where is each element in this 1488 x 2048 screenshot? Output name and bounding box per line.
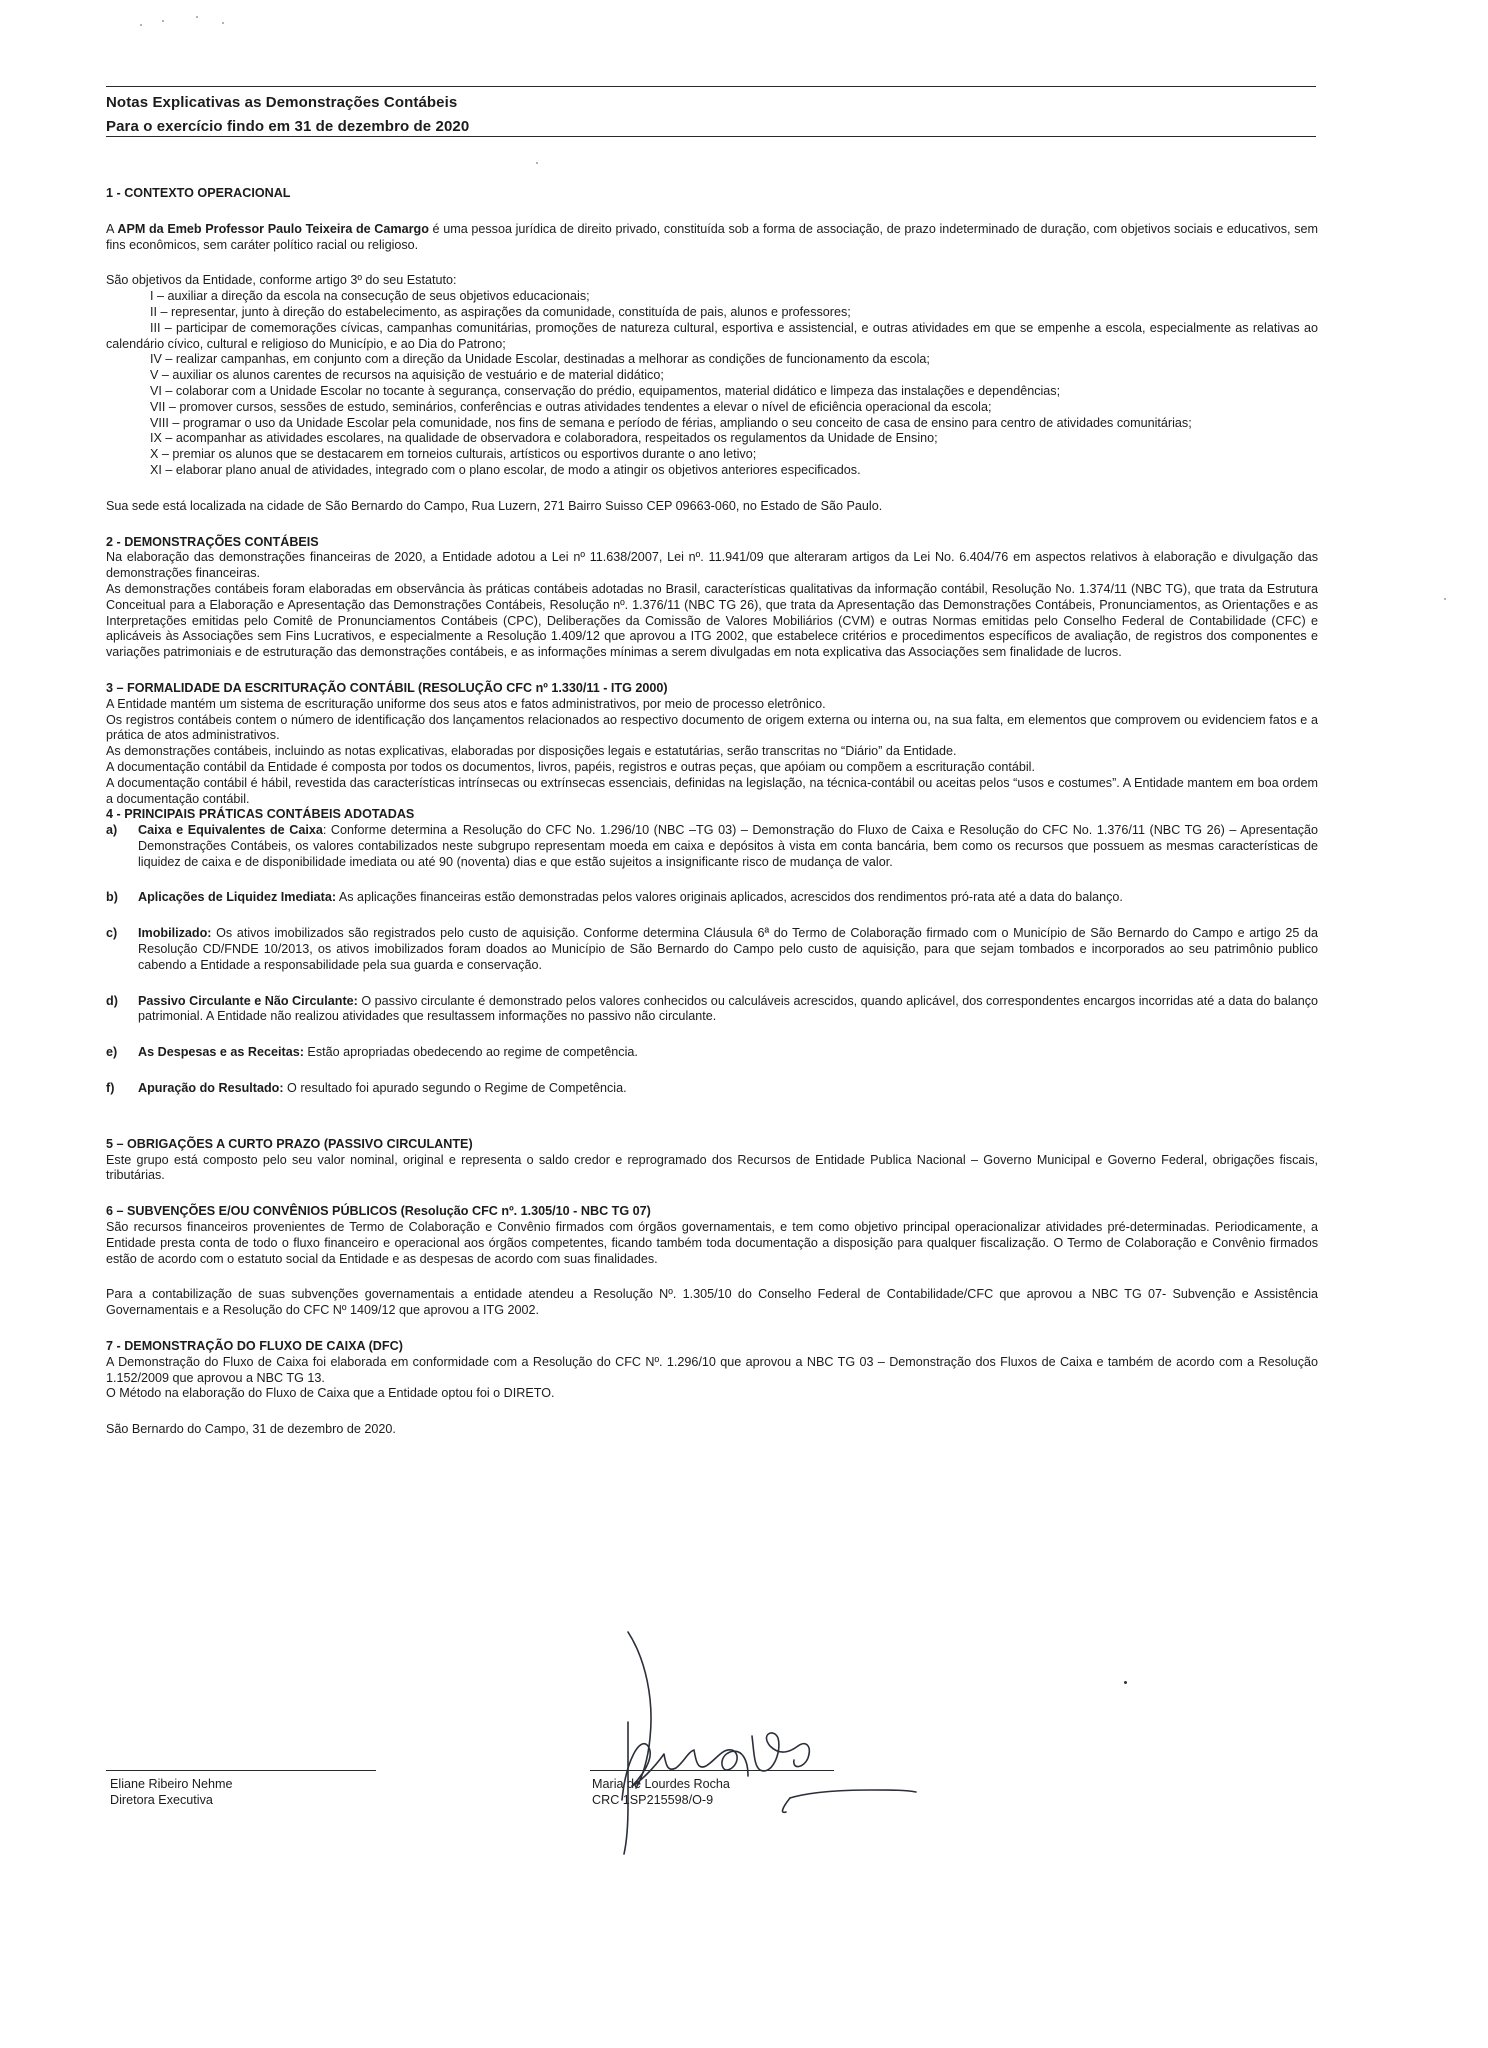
p1-text-a: A — [106, 221, 118, 236]
objective-item: I – auxiliar a direção da escola na consecução de seus objetivos educacionais; — [150, 289, 590, 304]
document-title: Notas Explicativas as Demonstrações Contábeis — [106, 94, 458, 111]
header-top-rule — [106, 86, 1316, 87]
document-subtitle: Para o exercício findo em 31 de dezembro de 2020 — [106, 118, 470, 135]
practice-item-a — [106, 823, 1318, 870]
practice-item-b — [106, 890, 1318, 906]
signature-block — [0, 1770, 1488, 1890]
section-6-paragraph-2: Para a contabilização de suas subvenções governamentais a entidade atendeu a Resolução Nº. 1.305/10 do Conselho Federal de Contabilidade/CFC que aprovou a NBC TG 07- Subvenção e Assistência Governamentais e a Resolução do CFC Nº 1409/12 que aprovou a ITG 2002. — [106, 1287, 1318, 1318]
section-2-paragraph-1: Na elaboração das demonstrações financeiras de 2020, a Entidade adotou a Lei nº 11.638/2007, Lei nº. 11.941/09 que alteraram artigos da Lei No. 6.404/76 em aspectos relativos à elaboração e divulgação das demonstrações financeiras. — [106, 550, 1318, 581]
section-3-paragraph-4: A documentação contábil da Entidade é composta por todos os documentos, livros, papéis, registros e outras peças, que apóiam ou compõem a escrituração contábil. — [106, 759, 1035, 774]
practice-item-d — [106, 994, 1318, 1026]
item-label: Aplicações de Liquidez Imediata: — [138, 890, 337, 905]
section-7-paragraph-1: A Demonstração do Fluxo de Caixa foi elaborada em conformidade com a Resolução do CFC Nº. 1.296/10 que aprovou a NBC TG 03 – Demonstração dos Fluxos de Caixa e também de acordo com a Resolução 1.152/2009 que aprovou a NBC TG 13. — [106, 1354, 1318, 1385]
objective-item: XI – elaborar plano anual de atividades, integrado com o plano escolar, de modo a atingir os objetivos anteriores especificados. — [150, 462, 861, 477]
place-and-date: São Bernardo do Campo, 31 de dezembro de 2020. — [106, 1422, 396, 1437]
section-3-paragraph-1: A Entidade mantém um sistema de escrituração uniforme dos seus atos e fatos administrativos, por meio de processo eletrônico. — [106, 696, 826, 711]
item-text: : Conforme determina a Resolução do CFC No. 1.296/10 (NBC –TG 03) – Demonstração do Fluxo de Caixa e Resolução do CFC No. 1.376/11 (NBC TG 26) – Apresentação Demonstrações Contábeis, os valores contabilizados neste subgrupo representam moeda em caixa e depósitos à vista em conta bancária, bem como os recursos que possuem as mesmas características de liquidez de caixa e de disponibilidade imediata ou até 90 (noventa) dias e que estão sujeitos a insignificante risco de mudança de valor. — [138, 823, 1319, 869]
item-label: Apuração do Resultado: — [138, 1081, 284, 1096]
section-7-paragraph-2: O Método na elaboração do Fluxo de Caixa que a Entidade optou foi o DIRETO. — [106, 1386, 555, 1401]
objectives-list — [106, 289, 1318, 479]
item-label: Caixa e Equivalentes de Caixa — [138, 823, 323, 838]
signer-left-name: Eliane Ribeiro Nehme — [110, 1777, 233, 1791]
item-letter: a) — [106, 823, 118, 838]
section-3-paragraph-2: Os registros contábeis contem o número de identificação dos lançamentos relacionados ao respectivo documento de origem externa ou interna ou, na sua falta, em elementos que comprovem ou evidenciem fatos e a prática de atos administrativos. — [106, 712, 1318, 743]
objective-item: VIII – programar o uso da Unidade Escolar pela comunidade, nos fins de semana e período de férias, ampliando o seu conceito de casa de ensino para centro de atividades comunitárias; — [150, 415, 1192, 430]
item-text: O passivo circulante é demonstrado pelos valores conhecidos ou calculáveis acrescidos, quando aplicável, dos correspondentes encargos incorridas até a data do balanço patrimonial. A Entidade não realizou atividades que resultassem informações no passivo não circulante. — [138, 993, 1319, 1024]
signer-left — [110, 1776, 233, 1808]
item-text: Os ativos imobilizados são registrados pelo custo de aquisição. Conforme determina Cláusula 6ª do Termo de Colaboração firmado com o Município de São Bernardo do Campo e artigo 25 da Resolução CD/FNDE 10/2013, os ativos imobilizados foram doados ao Município de São Bernardo do Campo pelo custo de aquisição, para que sejam tombados e incorporados ao seu patrimônio publico cabendo a Entidade a responsabilidade pela sua guarda e conservação. — [138, 926, 1318, 972]
objectives-intro: São objetivos da Entidade, conforme artigo 3º do seu Estatuto: — [106, 273, 457, 288]
section-2-paragraph-2: As demonstrações contábeis foram elaboradas em observância às práticas contábeis adotadas no Brasil, características qualitativas da informação contábil, Resolução No. 1.374/11 (NBC TG), que trata da Estrutura Conceitual para a Elaboração e Apresentação das Demonstrações Contábeis, Resolução nº. 1.376/11 (NBC TG 26), que trata da Apresentação das Demonstrações Contábeis, Pronunciamentos, as Orientações e as Interpretações emitidas pelo Comitê de Pronunciamentos Contábeis (CPC), Deliberações da Comissão de Valores Mobiliários (CVM) e outras Normas emitidas pelo Conselho Federal de Contabilidade (CFC) e aplicáveis às Associações sem Fins Lucrativos, e especialmente a Resolução 1.409/12 que aprovou a ITG 2002, que estabelece critérios e procedimentos específicos de avaliação, de registros dos componentes e variações patrimoniais e de estruturação das demonstrações contábeis, e as informações mínimas a serem divulgadas em nota explicativa das Associações sem finalidade de lucros. — [106, 581, 1318, 660]
objective-item: X – premiar os alunos que se destacarem em torneios culturais, artísticos ou esportivos durante o ano letivo; — [150, 447, 757, 462]
p1-text-b: é uma pessoa jurídica de direito privado, constituída sob a forma de associação, de prazo indeterminado de duração, com objetivos sociais e educativos, sem fins econômicos, sem caráter político racial ou religioso. — [106, 221, 1318, 252]
objective-item: II – representar, junto à direção do estabelecimento, as aspirações da comunidade, constituída de pais, alunos e professores; — [150, 304, 851, 319]
section-1-title: 1 - CONTEXTO OPERACIONAL — [106, 186, 291, 200]
item-text: As aplicações financeiras estão demonstradas pelos valores originais aplicados, acrescidos dos rendimentos pró-rata até a data do balanço. — [336, 890, 1123, 905]
item-text: O resultado foi apurado segundo o Regime de Competência. — [283, 1081, 627, 1096]
signer-left-role: Diretora Executiva — [110, 1793, 213, 1807]
signer-right — [592, 1776, 730, 1808]
section-5-paragraph-1: Este grupo está composto pelo seu valor nominal, original e representa o saldo credor e reprogramado dos Recursos de Entidade Publica Nacional – Governo Municipal e Governo Federal, obrigações fiscais, tributárias. — [106, 1152, 1318, 1183]
item-letter: d) — [106, 993, 118, 1008]
practice-item-f — [106, 1081, 1318, 1097]
signature-line-left — [106, 1770, 376, 1771]
header-bottom-rule — [106, 136, 1316, 137]
item-label: As Despesas e as Receitas: — [138, 1045, 304, 1060]
section-5-title: 5 – OBRIGAÇÕES A CURTO PRAZO (PASSIVO CIRCULANTE) — [106, 1136, 473, 1151]
item-letter: c) — [106, 926, 118, 941]
section-1-paragraph-1 — [106, 222, 1318, 254]
objective-item: VI – colaborar com a Unidade Escolar no tocante à segurança, conservação do prédio, equipamentos, material didático e limpeza das instalações e dependências; — [150, 383, 1061, 398]
item-label: Passivo Circulante e Não Circulante: — [138, 993, 358, 1008]
entity-seat: Sua sede está localizada na cidade de São Bernardo do Campo, Rua Luzern, 271 Bairro Suisso CEP 09663-060, no Estado de São Paulo. — [106, 498, 883, 513]
document-body — [106, 186, 1318, 1438]
item-label: Imobilizado: — [138, 926, 212, 941]
signer-right-role: CRC 1SP215598/O-9 — [592, 1793, 714, 1807]
objective-item: V – auxiliar os alunos carentes de recursos na aquisição de vestuário e de material didático; — [150, 368, 664, 383]
objective-item: III – participar de comemorações cívicas, campanhas comunitárias, promoções de natureza cultural, esportiva e assistencial, e outras atividades em que se empenhe a escola, especialmente as relativas ao calendário cívico, cultural e religioso do Município, e ao Dia do Patrono; — [106, 320, 1318, 351]
section-6-paragraph-1: São recursos financeiros provenientes de Termo de Colaboração e Convênio firmados com órgãos governamentais, e tem como objetivo principal operacionalizar atividades pré-determinadas. Periodicamente, a Entidade presta conta de todo o fluxo financeiro e operacional aos órgãos competentes, ficando também toda documentação a disposição para qualquer fiscalização. O Termo de Colaboração e Convênio firmados estão de acordo com o estatuto social da Entidade e as despesas de acordo com suas finalidades. — [106, 1220, 1318, 1266]
section-4-title: 4 - PRINCIPAIS PRÁTICAS CONTÁBEIS ADOTADAS — [106, 807, 415, 822]
item-letter: f) — [106, 1081, 115, 1096]
signature-line-right — [590, 1770, 834, 1771]
objective-item: IV – realizar campanhas, em conjunto com a direção da Unidade Escolar, destinadas a melhorar as condições de funcionamento da escola; — [150, 352, 930, 367]
section-3-paragraph-5: A documentação contábil é hábil, revestida das características intrínsecas ou extrínsecas essenciais, definidas na legislação, na técnica-contábil ou aceitas pelos “usos e costumes”. A Entidade mantem em boa ordem a documentação contábil. — [106, 775, 1318, 806]
objective-item: IX – acompanhar as atividades escolares, na qualidade de observadora e colaboradora, respeitados os regulamentos da Unidade de Ensino; — [150, 431, 938, 446]
objective-item: VII – promover cursos, sessões de estudo, seminários, conferências e outras atividades tendentes a elevar o nível de eficiência operacional da escola; — [150, 399, 992, 414]
item-letter: e) — [106, 1045, 118, 1060]
section-2-title: 2 - DEMONSTRAÇÕES CONTÁBEIS — [106, 534, 319, 549]
entity-name: APM da Emeb Professor Paulo Teixeira de Camargo — [117, 221, 429, 236]
practice-item-e — [106, 1045, 1318, 1061]
item-text: Estão apropriadas obedecendo ao regime de competência. — [303, 1045, 638, 1060]
signer-right-name: Maria de Lourdes Rocha — [592, 1777, 730, 1791]
section-3-title: 3 – FORMALIDADE DA ESCRITURAÇÃO CONTÁBIL (RESOLUÇÃO CFC nº 1.330/11 - ITG 2000) — [106, 680, 668, 695]
section-3-paragraph-3: As demonstrações contábeis, incluindo as notas explicativas, elaboradas por disposições legais e estatutárias, serão transcritas no “Diário” da Entidade. — [106, 744, 957, 759]
practice-item-c — [106, 926, 1318, 973]
item-letter: b) — [106, 890, 118, 905]
section-6-title: 6 – SUBVENÇÕES E/OU CONVÊNIOS PÚBLICOS (Resolução CFC nº. 1.305/10 - NBC TG 07) — [106, 1204, 651, 1219]
section-7-title: 7 - DEMONSTRAÇÃO DO FLUXO DE CAIXA (DFC) — [106, 1339, 403, 1354]
